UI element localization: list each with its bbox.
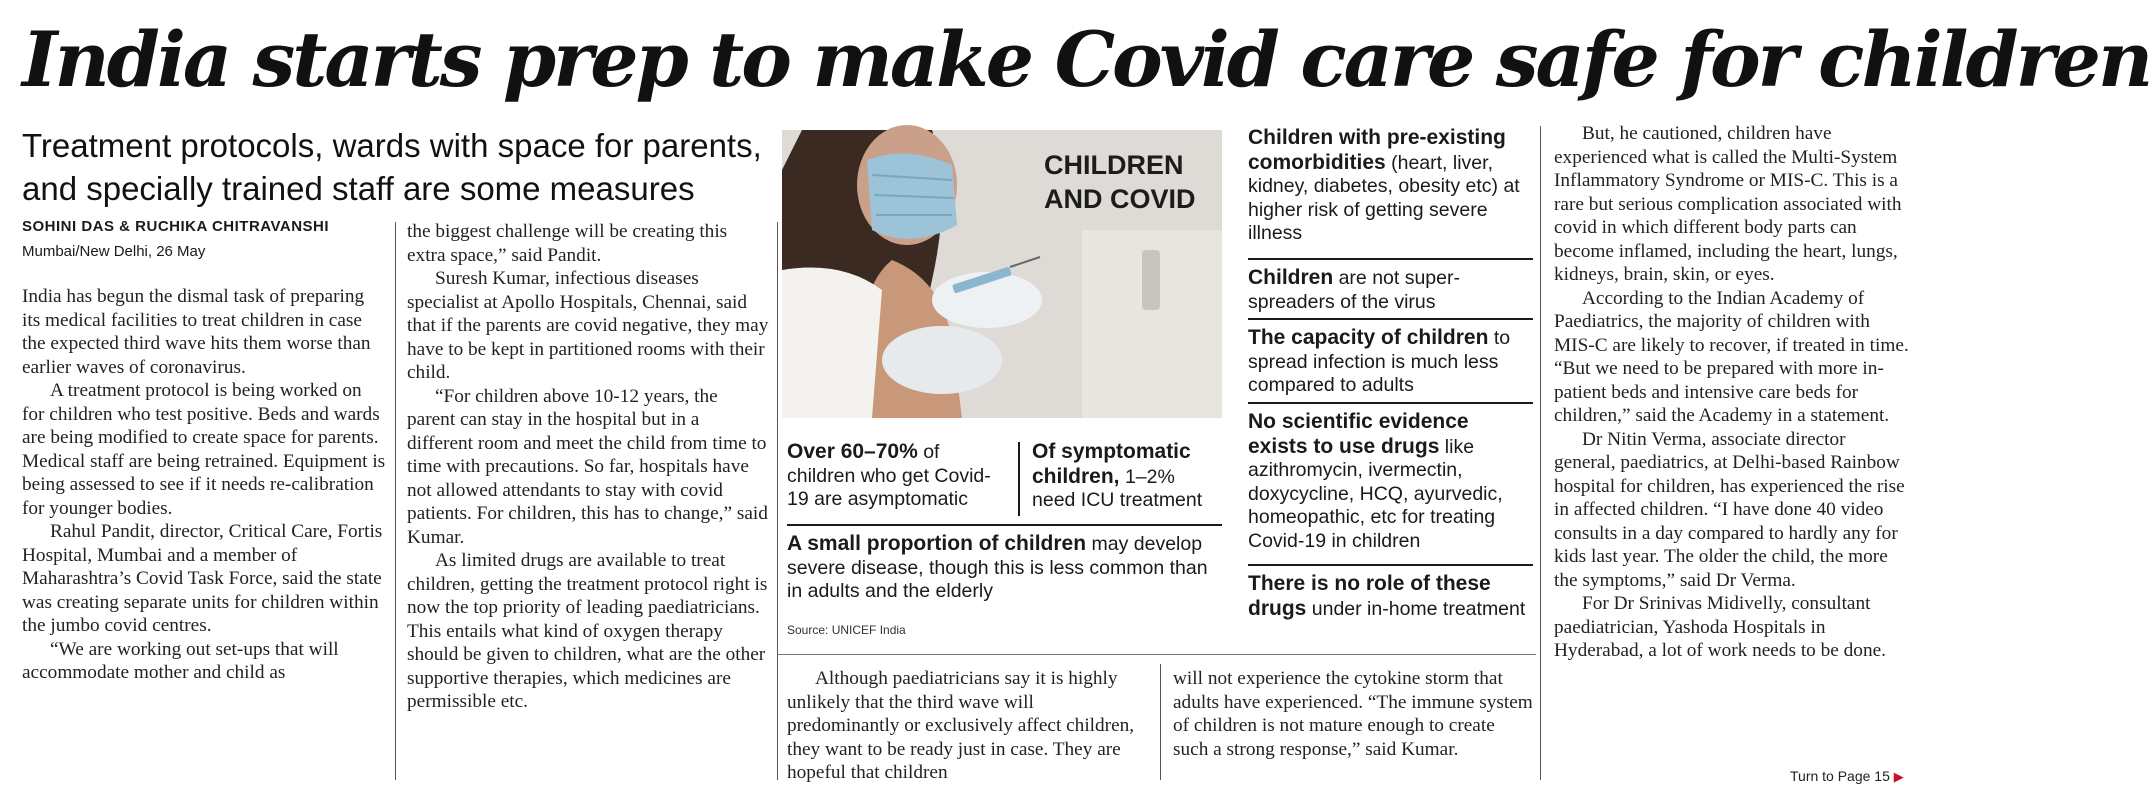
dateline: Mumbai/New Delhi, 26 May — [22, 243, 206, 260]
infographic-divider — [1248, 258, 1533, 260]
stat-text: may develop severe disease, though this is less common than in adults and the elderly — [787, 533, 1208, 602]
paragraph: will not experience the cytokine storm that adults have experienced. “The immune system of children is not mature enough to create such a strong response,” said Kumar. — [1173, 668, 1533, 760]
infographic-divider — [1248, 564, 1533, 566]
fact-text: to spread infection is much less compared to adults — [1248, 327, 1511, 396]
paragraph: “For children above 10-12 years, the parent can stay in the hospital but in a different room and meet the child from time to time with precautions. So far, hospitals have not allowed attendants to stay with covid patients. For children, this has to change,” said Kumar. — [407, 385, 768, 548]
stat-icu — [1032, 440, 1222, 513]
fact-text: are not super-spreaders of the virus — [1248, 267, 1460, 313]
article-column-1 — [22, 285, 387, 685]
infographic-divider — [1248, 402, 1533, 404]
paragraph: Dr Nitin Verma, associate director general, paediatrics, at Delhi-based Rainbow hospital for children, has experienced the rise in affected children. “I have done 40 video consults in a day compared to hardly any for kids last year. The older the child, the more the symptoms,” said Dr Verma. — [1554, 428, 1905, 591]
section-rule — [778, 654, 1536, 655]
stat-divider — [1018, 442, 1020, 516]
paragraph: A treatment protocol is being worked on for children who test positive. Beds and wards are being modified to create space for parents. Medical staff are being retrained. Equipment is being assessed to see if it needs re-calibration for younger bodies. — [22, 380, 386, 519]
column-rule — [1160, 664, 1161, 780]
column-rule — [777, 222, 778, 780]
stat-bold: A small proportion of children — [787, 532, 1087, 555]
paragraph: Rahul Pandit, director, Critical Care, Fortis Hospital, Mumbai and a member of Maharashtra’s Covid Task Force, said the state was creating separate units for children within the jumbo covid centres. — [22, 521, 383, 636]
article-column-3 — [787, 667, 1137, 785]
fact-bold: There is no role of these drugs — [1248, 572, 1491, 620]
stat-severe-disease — [787, 532, 1222, 604]
paragraph: According to the Indian Academy of Paediatrics, the majority of children with MIS-C are likely to recover, if treated in time. “But we need to be prepared with more in-patient beds and intensive care beds for children,” said the Academy in a statement. — [1554, 287, 1909, 426]
paragraph: For Dr Srinivas Midivelly, consultant paediatrician, Yashoda Hospitals in Hyderabad, a lot of work needs to be done. — [1554, 593, 1886, 661]
source-credit: Source: UNICEF India — [787, 623, 906, 637]
article-column-4 — [1173, 667, 1533, 761]
triangle-right-icon: ▶ — [1893, 769, 1904, 784]
stat-bold: Of symptomatic children, — [1032, 440, 1191, 488]
turn-to-page[interactable] — [1790, 768, 1910, 785]
fact-comorbidities — [1248, 126, 1533, 246]
fact-bold: The capacity of children — [1248, 326, 1489, 349]
fact-super-spreaders — [1248, 266, 1533, 314]
fact-bold: No scientific evidence exists to use drugs — [1248, 410, 1469, 458]
fact-bold: Children with pre-existing comorbidities — [1248, 126, 1506, 174]
paragraph: But, he cautioned, children have experienced what is called the Multi-System Inflammatory Syndrome or MIS-C. This is a rare but serious complication associated with covid in which different body parts can become inflamed, including the heart, lungs, kidneys, brain, skin, or eyes. — [1554, 123, 1902, 285]
fact-capacity — [1248, 326, 1533, 398]
fact-no-evidence — [1248, 410, 1533, 553]
column-rule — [1540, 126, 1541, 780]
paragraph: the biggest challenge will be creating this extra space,” said Pandit. — [407, 221, 728, 266]
fact-text: like azithromycin, ivermectin, doxycycline, HCQ, ayurvedic, homeopathic, etc for treating Covid-19 in children — [1248, 435, 1503, 552]
article-column-2 — [407, 220, 769, 714]
fact-no-role — [1248, 572, 1533, 621]
photo-title: CHILDREN AND COVID — [1044, 150, 1196, 214]
infographic-divider — [1248, 318, 1533, 320]
turn-to-page-label: Turn to Page 15 — [1790, 768, 1890, 784]
byline: SOHINI DAS & RUCHIKA CHITRAVANSHI — [22, 218, 330, 235]
paragraph: India has begun the dismal task of preparing its medical facilities to treat children in case the expected third wave hits them worse than earlier waves of coronavirus. — [22, 286, 371, 378]
column-rule — [395, 222, 396, 780]
stat-asymptomatic — [787, 440, 1012, 512]
stat-bold: Over 60–70% — [787, 440, 918, 463]
paragraph: Suresh Kumar, infectious diseases specialist at Apollo Hospitals, Chennai, said that if the parents are covid negative, they may have to be kept in partitioned rooms with their child. — [407, 268, 769, 383]
fact-text: under in-home treatment — [1306, 597, 1526, 620]
headline: India starts prep to make Covid care safe for children — [22, 15, 2150, 104]
paragraph: Although paediatricians say it is highly unlikely that the third wave will predominantly or exclusively affect children, they want to be ready just in case. They are hopeful that children — [787, 668, 1135, 783]
paragraph: As limited drugs are available to treat children, getting the treatment protocol right is now the top priority of leading paediatricians. This entails what kind of oxygen therapy should be given to children, what are the other supportive therapies, which medicines are permissible etc. — [407, 550, 768, 712]
paragraph: “We are working out set-ups that will accommodate mother and child as — [22, 638, 339, 683]
fact-text: (heart, liver, kidney, diabetes, obesity etc) at higher risk of getting severe illness — [1248, 151, 1520, 244]
subhead: Treatment protocols, wards with space for parents, and specially trained staff are some measures — [22, 127, 762, 207]
infographic-divider — [787, 524, 1222, 526]
stat-text: of children who get Covid-19 are asymptomatic — [787, 441, 991, 510]
stat-text: 1–2% need ICU treatment — [1032, 465, 1203, 511]
fact-bold: Children — [1248, 266, 1334, 289]
vaccination-photo — [782, 130, 1222, 418]
article-column-5 — [1554, 122, 1909, 663]
